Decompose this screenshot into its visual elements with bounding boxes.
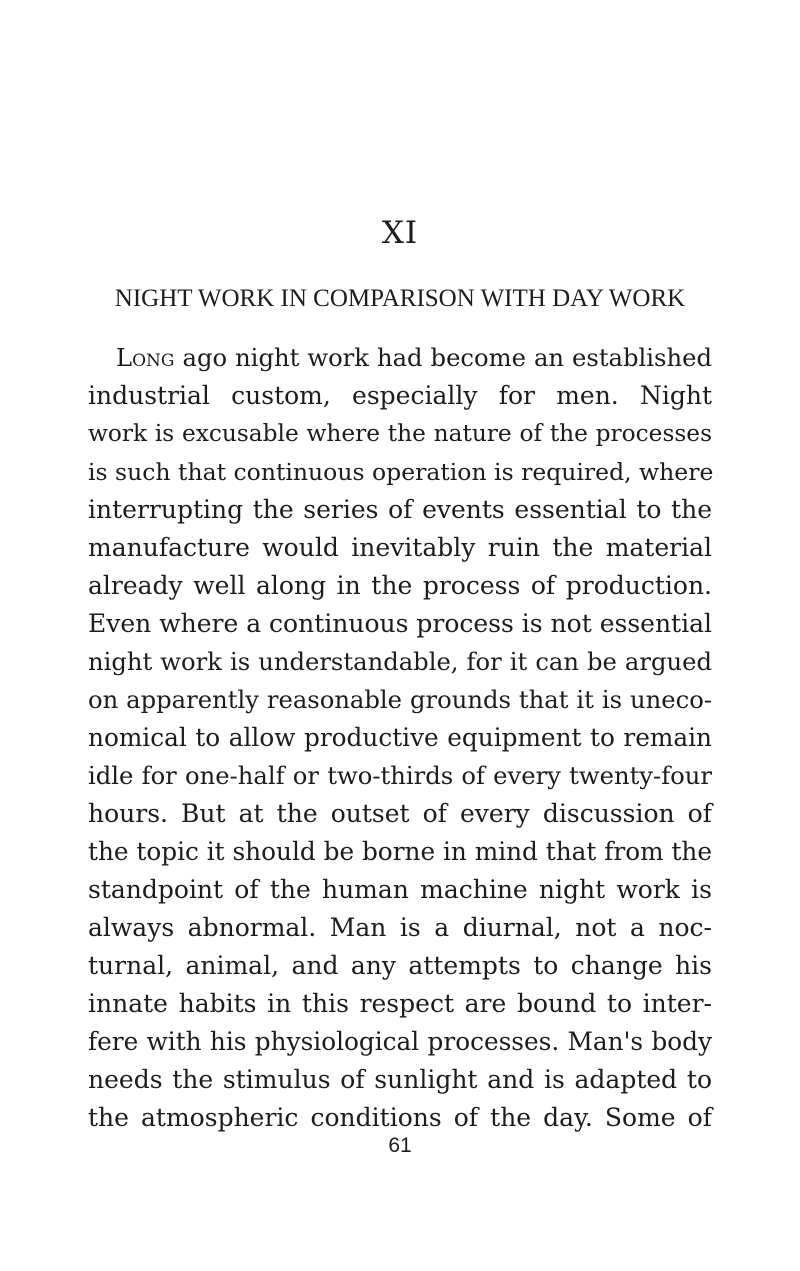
text-line: turnal, animal, and any attempts to change his — [88, 951, 712, 980]
text-line: night work is understandable, for it can be argued — [88, 647, 712, 676]
text-line: always abnormal. Man is a diurnal, not a noc- — [88, 913, 712, 942]
text-line: is such that continuous operation is required, where — [88, 458, 714, 486]
opening-word: Long — [116, 343, 175, 372]
body-paragraph — [88, 339, 712, 1137]
first-line-rest: ago night work had become an established — [174, 343, 712, 372]
text-line: idle for one-half or two-thirds of every twenty-four — [88, 761, 712, 790]
text-line — [88, 339, 712, 377]
text-line: the atmospheric conditions of the day. Some of — [88, 1103, 712, 1132]
text-line: industrial custom, especially for men. Night — [88, 381, 712, 410]
text-line: the topic it should be borne in mind that from the — [88, 837, 712, 866]
text-line: Even where a continuous process is not essential — [88, 609, 712, 638]
text-line: nomical to allow productive equipment to remain — [88, 723, 712, 752]
page-number: 61 — [388, 1134, 412, 1157]
chapter-number: XI — [381, 215, 419, 251]
text-line: hours. But at the outset of every discussion of — [88, 799, 712, 828]
text-line: needs the stimulus of sunlight and is adapted to — [88, 1065, 712, 1094]
text-line: manufacture would inevitably ruin the material — [88, 533, 712, 562]
text-line: work is excusable where the nature of the processes — [88, 420, 712, 447]
text-line: on apparently reasonable grounds that it is uneco- — [88, 685, 712, 714]
text-line: innate habits in this respect are bound to inter- — [88, 989, 712, 1018]
text-line: standpoint of the human machine night work is — [88, 875, 712, 904]
text-line: already well along in the process of production. — [88, 571, 712, 600]
chapter-title: NIGHT WORK IN COMPARISON WITH DAY WORK — [114, 285, 686, 312]
text-line: interrupting the series of events essential to the — [88, 495, 712, 524]
text-line: fere with his physiological processes. Man's body — [88, 1027, 712, 1056]
